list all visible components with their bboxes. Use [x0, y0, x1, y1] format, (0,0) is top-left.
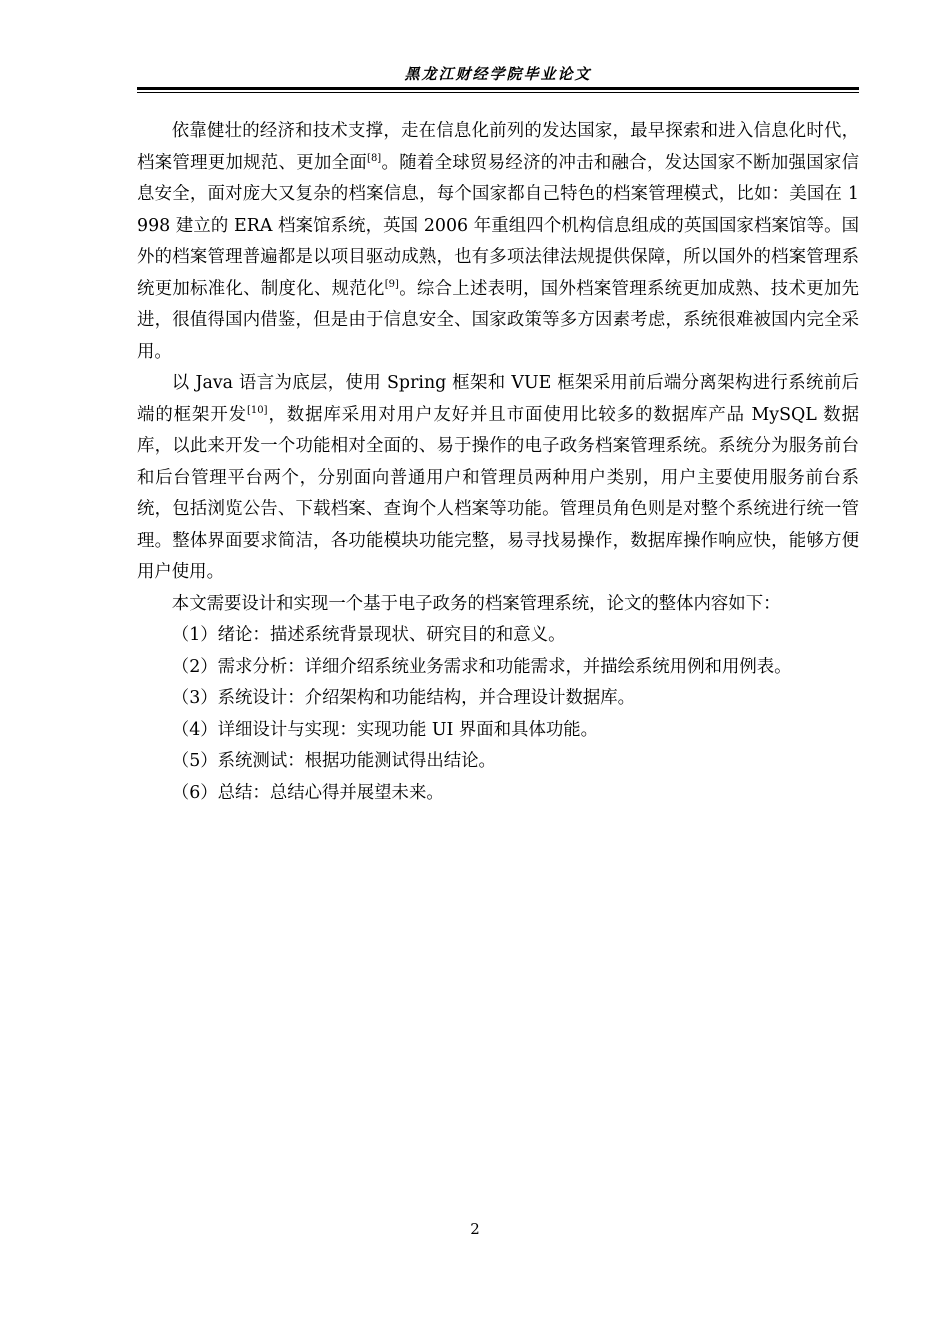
text-run: ，数据库采用对用户友好并且市面使用比较多的数据库产品 MySQL 数据库，以此来开发一个功能相对全面的、易于操作的电子政务档案管理系统。系统分为服务前台和后台管理平台两个，分别面向普通用户和管理员两种用户类别，用户主要使用服务前台系统，包括浏览公告、下载档案、查询个人档案等功能。管理员角色则是对整个系统进行统一管理。整体界面要求简洁，各功能模块功能完整，易寻找易操作，数据库操作响应快，能够方便用户使用。: [137, 404, 859, 582]
header-rule-thick: [137, 87, 859, 90]
paragraph-foreign-archives: [137, 116, 859, 368]
text-run: 。综合上述表明，国外档案管理系统更加成熟、技术更加先进，很值得国内借鉴，但是由于信息安全、国家政策等多方因素考虑，系统很难被国内完全采用。: [137, 278, 859, 362]
paragraph-system-overview: [137, 368, 859, 589]
citation-9: [9]: [384, 278, 399, 290]
text-run: 依靠健壮的经济和技术支撑，走在信息化前列的发达国家，最早探索和进入信息化时代，档案管理更加规范、更加全面: [137, 121, 859, 173]
text-run: 。随着全球贸易经济的冲击和融合，发达国家不断加强国家信息安全，面对庞大又复杂的档案信息，每个国家都自己特色的档案管理模式，比如：美国在 1998 建立的 ERA 档案馆系统，英国 2006 年重组四个机构信息组成的英国国家档案馆等。国外的档案管理普遍都是以项目驱动成熟，也有多项法律法规提供保障，所以国外的档案管理系统更加标准化、制度化、规范化: [137, 152, 859, 299]
list-item-testing: （5）系统测试：根据功能测试得出结论。: [171, 751, 496, 771]
citation-10: [10]: [246, 404, 268, 416]
header-rule-thin: [137, 92, 859, 93]
list-item-implementation: （4）详细设计与实现：实现功能 UI 界面和具体功能。: [171, 719, 599, 740]
header-title: 黑龙江财经学院毕业论文: [404, 65, 592, 83]
text-run: 以 Java 语言为底层，使用 Spring 框架和 VUE 框架采用前后端分离架构进行系统前后端的框架开发: [137, 373, 859, 425]
page-header: [137, 60, 859, 94]
page-number: 2: [470, 1220, 480, 1238]
list-item-summary: （6）总结：总结心得并展望未来。: [171, 782, 444, 803]
citation-8: [8]: [367, 152, 382, 164]
list-item-introduction: （1）绪论：描述系统背景现状、研究目的和意义。: [171, 625, 566, 645]
body-text: [137, 116, 859, 809]
list-item-requirements: （2）需求分析：详细介绍系统业务需求和功能需求，并描绘系统用例和用例表。: [171, 656, 792, 677]
paragraph-structure-intro: [137, 589, 859, 621]
list-item-system-design: （3）系统设计：介绍架构和功能结构，并合理设计数据库。: [171, 688, 636, 708]
text-run: 本文需要设计和实现一个基于电子政务的档案管理系统，论文的整体内容如下：: [171, 593, 781, 614]
